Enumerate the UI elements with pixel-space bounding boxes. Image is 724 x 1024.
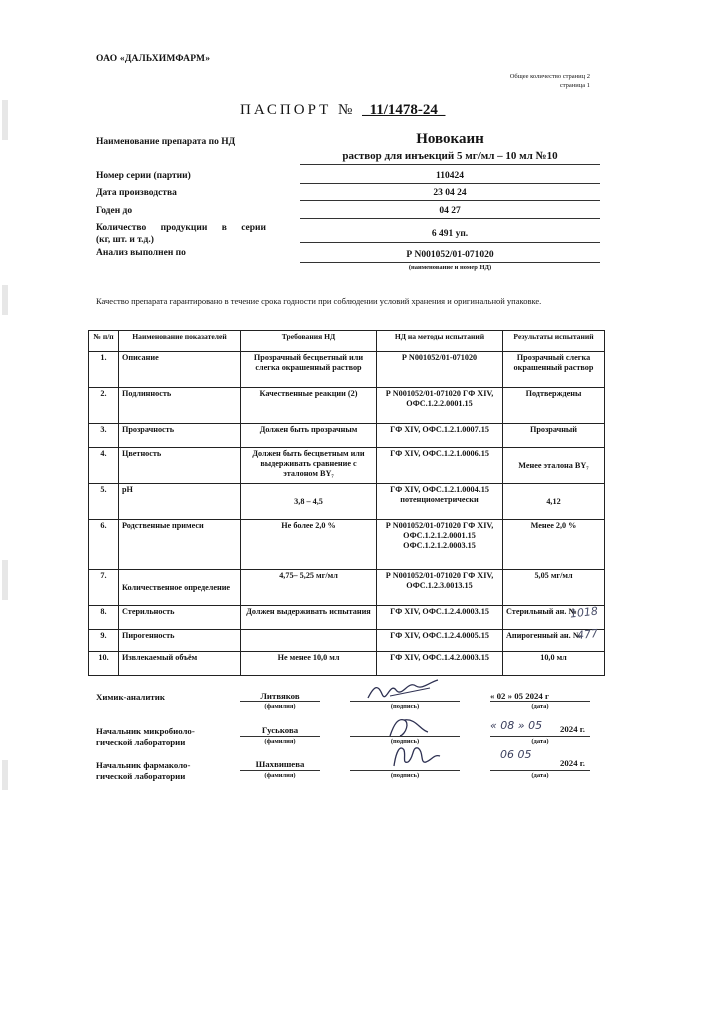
underline	[300, 164, 600, 165]
signature-image	[386, 738, 446, 772]
company-name: ОАО «ДАЛЬХИМФАРМ»	[96, 54, 211, 64]
underline	[300, 218, 600, 219]
quantity-value: 6 491 уп.	[431, 229, 469, 239]
row-method: Р N001052/01-071020 ГФ XIV, ОФС.1.2.1.2.0001.15 ОФС.1.2.1.2.0003.15	[377, 520, 503, 570]
underline	[240, 736, 320, 737]
row-result-cell	[503, 626, 605, 652]
row-name: Извлекаемый объём	[119, 652, 241, 676]
row-name: Описание	[119, 352, 241, 388]
scan-artifact	[2, 285, 8, 315]
header-name: Наименование показателей	[119, 331, 241, 352]
table-row	[89, 570, 605, 606]
row-num: 7.	[89, 570, 119, 606]
underline	[350, 736, 460, 737]
row-req: Прозрачный бесцветный или слегка окрашенный раствор	[241, 352, 377, 388]
underline	[490, 770, 590, 771]
underline	[490, 736, 590, 737]
prod-date-label: Дата производства	[96, 188, 177, 198]
underline	[300, 242, 600, 243]
table-row	[89, 388, 605, 424]
row-method: ГФ XIV, ОФС.1.2.1.0007.15	[377, 424, 503, 448]
row-name: Стерильность	[119, 606, 241, 630]
underline	[490, 701, 590, 702]
signer-role: Химик-аналитик	[96, 692, 165, 702]
row-result: 10,0 мл	[503, 652, 605, 676]
signer-name: Литвяков	[260, 691, 300, 701]
quantity-label-units: (кг, шт. и т.д.)	[96, 235, 154, 245]
row-method: Р N001052/01-071020 ГФ XIV, ОФС.1.2.2.0001.15	[377, 388, 503, 424]
sign-date-year: 2024 г.	[560, 758, 585, 768]
passport-number: _11/1478-24_	[362, 102, 446, 118]
row-result-cell	[503, 606, 605, 630]
name-caption: (фамилия)	[264, 703, 296, 710]
row-req: Должен быть прозрачным	[241, 424, 377, 448]
row-method: ГФ XIV, ОФС.1.2.4.0003.15	[377, 606, 503, 630]
handwritten-date: 06 05	[500, 748, 532, 761]
header-req: Требования НД	[241, 331, 377, 352]
row-num: 8.	[89, 606, 119, 630]
row-num: 10.	[89, 652, 119, 676]
signer-role-line: Начальник микробиоло-	[96, 726, 195, 736]
header-num: № п/п	[89, 331, 119, 352]
quality-statement: Качество препарата гарантировано в течение срока годности при соблюдении условий хранения и оригинальной упаковке.	[96, 296, 542, 306]
underline	[350, 701, 460, 702]
signer-name: Шахвишева	[255, 759, 305, 769]
row-result: Прозрачный слегка окрашенный раствор	[503, 352, 605, 388]
row-num: 6.	[89, 520, 119, 570]
drug-name: Новокаин	[416, 131, 484, 147]
row-method: ГФ XIV, ОФС.1.2.4.0005.15	[377, 630, 503, 652]
page-current: страница 1	[559, 82, 590, 89]
row-num: 4.	[89, 448, 119, 484]
row-name: Подлинность	[119, 388, 241, 424]
date-caption: (дата)	[531, 738, 549, 745]
row-result: 4,12	[503, 484, 605, 520]
expiry-label: Годен до	[96, 206, 133, 216]
row-name: Прозрачность	[119, 424, 241, 448]
row-req: Не менее 10,0 мл	[241, 652, 377, 676]
date-caption: (дата)	[531, 772, 549, 779]
row-result: Менее 2,0 %	[503, 520, 605, 570]
series-value: 110424	[436, 171, 464, 181]
table-row	[89, 652, 605, 676]
row-method: ГФ XIV, ОФС.1.2.1.0004.15 потенциометрически	[377, 484, 503, 520]
underline	[300, 262, 600, 263]
table-row	[89, 448, 605, 484]
row-num: 3.	[89, 424, 119, 448]
row-name: Количественное определение	[119, 570, 241, 606]
table-row	[89, 630, 605, 652]
underline	[240, 770, 320, 771]
row-num: 2.	[89, 388, 119, 424]
signer-role	[96, 760, 190, 782]
sign-date-year: 2024 г.	[560, 724, 585, 734]
table-row	[89, 424, 605, 448]
drug-form: раствор для инъекций 5 мг/мл – 10 мл №10	[342, 150, 558, 162]
row-name: Родственные примеси	[119, 520, 241, 570]
row-method: ГФ XIV, ОФС.1.2.1.0006.15	[377, 448, 503, 484]
row-result: Апирогенный ан. №	[506, 631, 581, 640]
signature-image	[360, 676, 450, 704]
underline	[300, 183, 600, 184]
analysis-caption: (наименование и номер НД)	[408, 264, 492, 271]
row-req: 3,8 – 4,5	[241, 484, 377, 520]
row-num: 1.	[89, 352, 119, 388]
row-req: Должен выдерживать испытания	[241, 606, 377, 630]
row-method: Р N001052/01-071020 ГФ XIV, ОФС.1.2.3.0013.15	[377, 570, 503, 606]
header-result: Результаты испытаний	[503, 331, 605, 352]
row-result: Прозрачный	[503, 424, 605, 448]
scan-artifact	[2, 100, 8, 140]
sign-caption: (подпись)	[390, 738, 420, 745]
signer-role-line: Начальник фармаколо-	[96, 760, 191, 770]
row-num: 5.	[89, 484, 119, 520]
row-req: Должен быть бесцветным или выдерживать сравнение с эталоном BY₇	[241, 448, 377, 484]
row-req	[241, 630, 377, 652]
title-prefix: ПАСПОРТ №	[240, 102, 356, 118]
row-result: Подтверждены	[503, 388, 605, 424]
table-row	[89, 484, 605, 520]
date-caption: (дата)	[531, 703, 549, 710]
underline	[300, 200, 600, 201]
row-name: Пирогенность	[119, 630, 241, 652]
table-row	[89, 352, 605, 388]
row-result: Менее эталона BY₇	[503, 448, 605, 484]
page-count	[470, 72, 590, 90]
row-req: Не более 2,0 %	[241, 520, 377, 570]
series-label: Номер серии (партии)	[96, 171, 191, 181]
row-name: pH	[119, 484, 241, 520]
analysis-value: Р N001052/01-071020	[406, 250, 494, 260]
document-title	[240, 102, 445, 119]
name-caption: (фамилия)	[264, 738, 296, 745]
signer-role-line: гической лаборатории	[96, 737, 186, 747]
prod-date-value: 23 04 24	[433, 188, 467, 198]
expiry-value: 04 27	[439, 206, 461, 216]
handwritten-date: « 08 » 05	[490, 719, 543, 732]
handwritten-analysis-number: 1018	[569, 604, 599, 621]
table-header-row	[89, 331, 605, 352]
row-req: Качественные реакции (2)	[241, 388, 377, 424]
results-table	[88, 330, 605, 676]
table-row	[89, 606, 605, 630]
row-num: 9.	[89, 630, 119, 652]
sign-date: « 02 » 05 2024 г	[490, 691, 549, 701]
row-result: 5,05 мг/мл	[503, 570, 605, 606]
underline	[350, 770, 460, 771]
pages-total: Общее количество страниц 2	[509, 73, 590, 80]
signer-role	[96, 726, 195, 748]
header-method: НД на методы испытаний	[377, 331, 503, 352]
row-name: Цветность	[119, 448, 241, 484]
sign-caption: (подпись)	[390, 772, 420, 779]
signer-name: Гуськова	[261, 725, 299, 735]
table-row	[89, 520, 605, 570]
analysis-label: Анализ выполнен по	[96, 248, 186, 258]
handwritten-analysis-number: 477	[576, 626, 599, 643]
underline	[240, 701, 320, 702]
row-method: Р N001052/01-071020	[377, 352, 503, 388]
row-req: 4,75– 5,25 мг/мл	[241, 570, 377, 606]
scan-artifact	[2, 760, 8, 790]
drug-label: Наименование препарата по НД	[96, 137, 236, 147]
quantity-label: Количество продукции в серии	[96, 223, 266, 233]
row-result: Стерильный ан. №	[506, 607, 577, 616]
name-caption: (фамилия)	[264, 772, 296, 779]
row-method: ГФ XIV, ОФС.1.4.2.0003.15	[377, 652, 503, 676]
signer-role-line: гической лаборатории	[96, 771, 186, 781]
scan-artifact	[2, 560, 8, 600]
sign-caption: (подпись)	[390, 703, 420, 710]
